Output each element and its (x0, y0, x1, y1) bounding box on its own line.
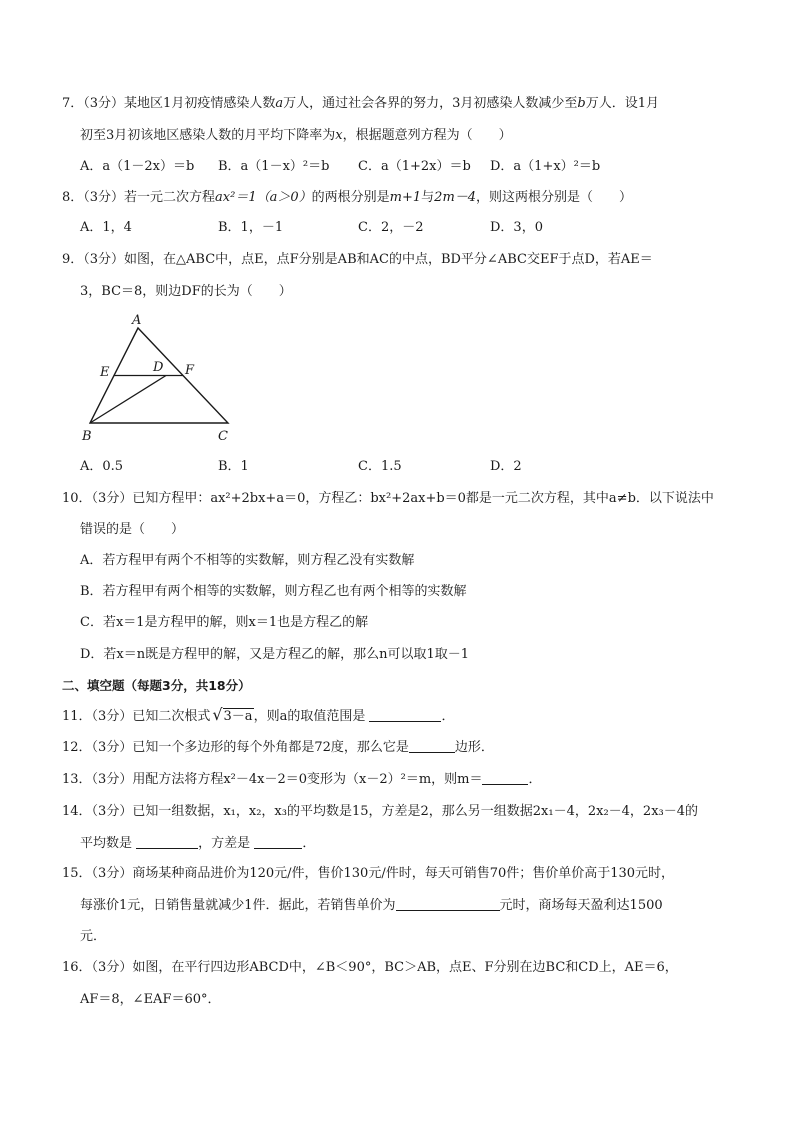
q16-line1: 16．（3分）如图，在平行四边形ABCD中，∠B＜90°，BC＞AB，点E、F分别在边BC和CD上，AE＝6， (62, 960, 678, 975)
q7-text: 万人，通过社会各界的努力，3月初感染人数减少至 (283, 96, 578, 111)
q9-option-d[interactable]: D．2 (490, 459, 522, 474)
q9-line1: 9．（3分）如图，在△ABC中，点E，点F分别是AB和AC的中点，BD平分∠ABC交EF于点D，若AE＝ (62, 252, 653, 267)
q10-option-c[interactable]: C．若x＝1是方程甲的解，则x＝1也是方程乙的解 (80, 615, 369, 630)
q11-line (62, 707, 454, 725)
q8-root2: 2m－4 (434, 190, 477, 205)
q11-text: ，则a的取值范围是 (253, 709, 366, 724)
q16-line2: AF＝8，∠EAF＝60°． (80, 992, 221, 1007)
q12-text: 12．（3分）已知一个多边形的每个外角都是72度，那么它是 (62, 740, 409, 755)
q7-line2 (80, 128, 512, 144)
q7-option-a[interactable]: A．a（1－2x）＝b (80, 159, 195, 174)
q15-text: 每涨价1元，日销售量就减少1件．据此，若销售单价为 (80, 898, 396, 913)
q14-line2 (80, 836, 315, 852)
q8-option-b[interactable]: B．1，－1 (218, 220, 284, 235)
q8-line (62, 190, 632, 206)
q14-mean-blank[interactable] (136, 836, 198, 849)
q10-line2: 错误的是（ ） (80, 522, 185, 537)
q11-text: 11．（3分）已知二次根式 (62, 709, 211, 724)
var-x: x (335, 128, 343, 143)
q8-option-c[interactable]: C．2，－2 (358, 220, 424, 235)
q8-text: 的两根分别是 (311, 190, 390, 205)
label-c: C (218, 429, 228, 444)
q9-option-c[interactable]: C．1.5 (358, 459, 402, 474)
q13-text: 13．（3分）用配方法将方程x²－4x－2＝0变形为（x－2）²＝m，则m＝ (62, 772, 483, 787)
label-f: F (185, 363, 195, 378)
q8-text: ，则这两根分别是（ ） (476, 190, 633, 205)
label-d: D (153, 360, 164, 375)
q15-line3: 元． (80, 929, 107, 944)
q15-text: 元时，商场每天盈利达1500 (499, 898, 663, 913)
q9-option-b[interactable]: B．1 (218, 459, 249, 474)
q10-option-b[interactable]: B．若方程甲有两个相等的实数解，则方程乙也有两个相等的实数解 (80, 584, 467, 599)
q7-option-b[interactable]: B．a（1－x）²＝b (218, 159, 330, 174)
q13-answer-blank[interactable] (482, 772, 528, 785)
q7-text: 7．（3分）某地区1月初疫情感染人数 (62, 96, 276, 111)
sqrt-expression: √3－a (212, 705, 253, 724)
q14-text: ． (302, 836, 316, 851)
q7-text: ，根据题意列方程为（ ） (342, 128, 512, 143)
q12-answer-blank[interactable] (409, 740, 455, 753)
var-b: b (577, 96, 586, 111)
q7-option-d[interactable]: D．a（1+x）²＝b (490, 159, 601, 174)
q14-variance-blank[interactable] (254, 836, 302, 849)
q14-text: ，方差是 (198, 836, 251, 851)
q7-text: 万人．设1月 (585, 96, 659, 111)
q9-line2: 3，BC＝8，则边DF的长为（ ） (80, 284, 292, 299)
q8-root1: m+1 (389, 190, 422, 205)
q10-option-a[interactable]: A．若方程甲有两个不相等的实数解，则方程乙没有实数解 (80, 553, 415, 568)
q7-text: 初至3月初该地区感染人数的月平均下降率为 (80, 128, 336, 143)
q8-text: 8．（3分）若一元二次方程 (62, 190, 216, 205)
label-b: B (82, 429, 92, 444)
label-a: A (132, 313, 142, 328)
label-e: E (100, 365, 110, 380)
q11-answer-blank[interactable] (369, 709, 441, 722)
q12-line (62, 740, 494, 756)
q13-text: ． (528, 772, 542, 787)
section-heading: 二、填空题（每题3分，共18分） (62, 678, 251, 693)
q8-equation: ax²＝1（a＞0） (215, 190, 312, 205)
q8-text: 与 (421, 190, 435, 205)
q8-option-d[interactable]: D．3，0 (490, 220, 543, 235)
q7-option-c[interactable]: C．a（1+2x）＝b (358, 159, 471, 174)
q11-text: ． (441, 709, 455, 724)
q8-option-a[interactable]: A．1，4 (80, 220, 132, 235)
q10-line1: 10．（3分）已知方程甲：ax²+2bx+a＝0，方程乙：bx²+2ax+b＝0都是一元二次方程，其中a≠b．以下说法中 (62, 491, 714, 506)
q15-answer-blank[interactable] (396, 898, 500, 911)
q15-line2 (80, 898, 663, 914)
q14-text: 平均数是 (80, 836, 133, 851)
q10-option-d[interactable]: D．若x＝n既是方程甲的解，又是方程乙的解，那么n可以取1取－1 (80, 647, 470, 662)
q13-line (62, 772, 542, 788)
q7-line1 (62, 96, 659, 112)
triangle-figure (78, 308, 248, 448)
q14-line1: 14．（3分）已知一组数据，x₁，x₂，x₃的平均数是15，方差是2，那么另一组数据2x₁－4，2x₂－4，2x₃－4的 (62, 804, 699, 819)
q15-line1: 15．（3分）商场某种商品进价为120元/件，售价130元/件时，每天可销售70件；售价单价高于130元时， (62, 866, 675, 881)
q9-option-a[interactable]: A．0.5 (80, 459, 124, 474)
q12-text: 边形． (454, 740, 494, 755)
radicand: 3－a (223, 709, 253, 724)
var-a: a (275, 96, 284, 111)
